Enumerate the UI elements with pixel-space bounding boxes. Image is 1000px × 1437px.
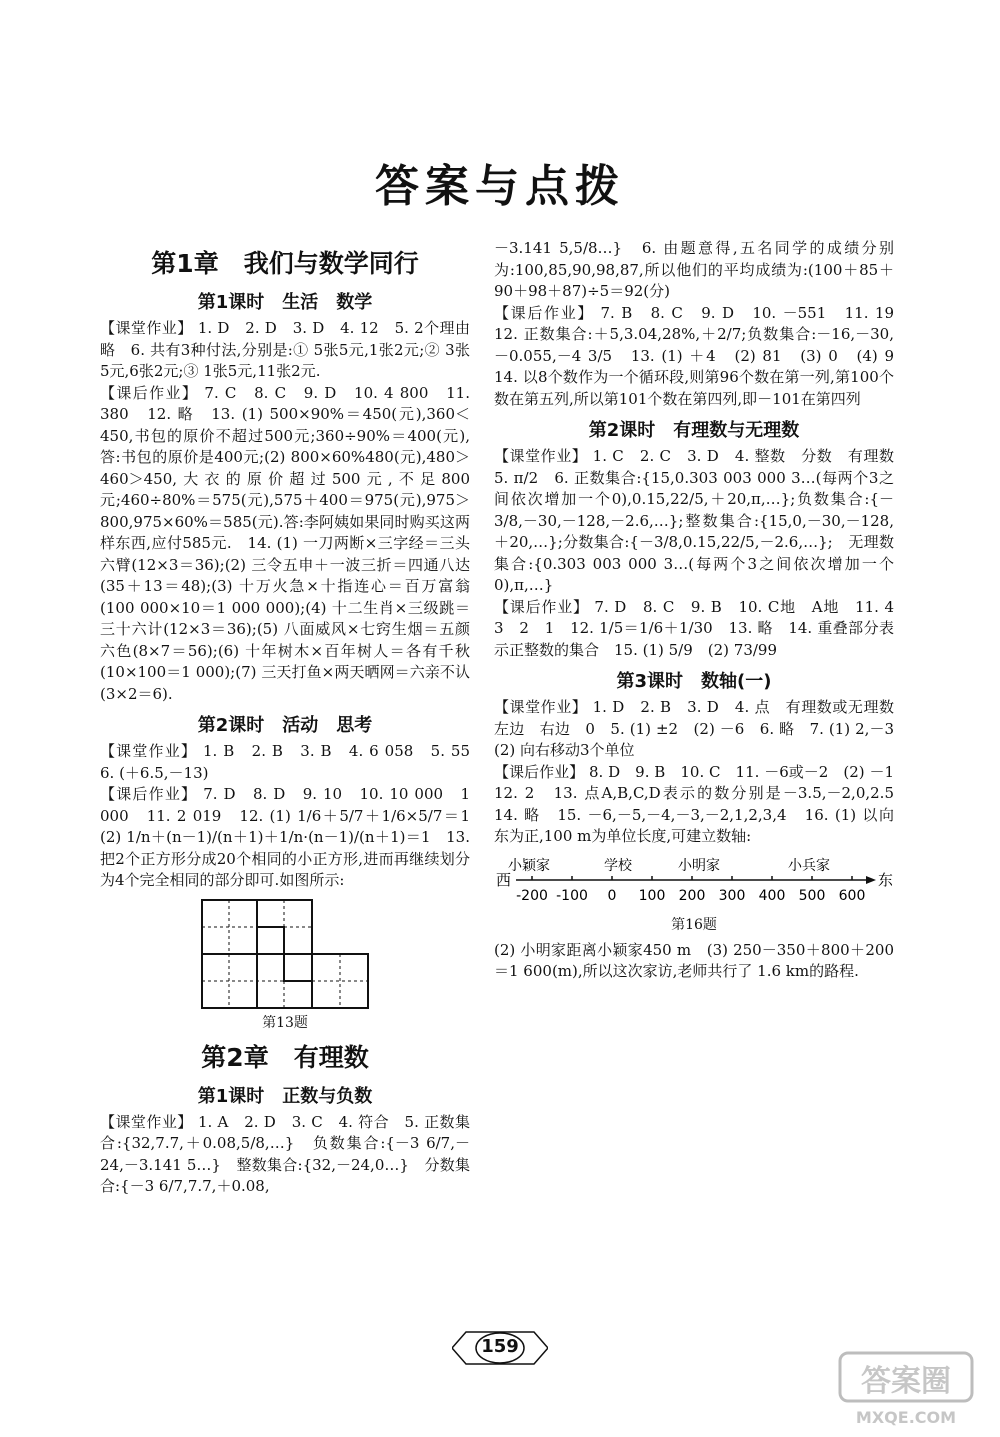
numline-tick-label: -100 (556, 887, 588, 904)
numline-place-xiaobing: 小兵家 (788, 857, 830, 874)
right-column (494, 238, 910, 983)
figure-13-caption: 第13题 (262, 1014, 308, 1031)
numline-place-xiaoying: 小颖家 (508, 857, 550, 874)
ch1-lesson1-homework: 【课后作业】 7. C 8. C 9. D 10. 4 800 11. 380 12. 略 13. (1) 500×90%＝450(元),360＜450,书包的原价不超过500元;360÷90%＝400(元),答:书包的原价是400元;(2) 800×60%480(元),480＞460＞450,大衣的原价超过500元,不足800元;460÷80%＝575(元),575＋400＝975(元),975＞800,975×60%＝585(元).答:李阿姨如果同时购买这两样东西,应付585元. 14. (1) 一刀两断×三字经＝三头六臂(12×3＝36);(2) 三令五申＋一波三折＝四通八达(35＋13＝48);(3) 十万火急×十指连心＝百万富翁(100 000×10＝1 000 000);(4) 十二生肖×三级跳＝三十六计(12×3＝36);(5) 八面威风×七窍生烟＝五颜六色(8×7＝56);(6) 十年树木×百年树人＝各有千秋(10×100＝1 000);(7) 三天打鱼×两天晒网＝六亲不认(3×2＝6). (100, 383, 470, 703)
ch2-lesson1-title: 第1课时 正数与负数 (197, 1085, 373, 1107)
ch2-lesson3-classwork: 【课堂作业】 1. D 2. B 3. D 4. 点 有理数或无理数 左边 右边 0 5. (1) ±2 (2) －6 6. 略 7. (1) 2,－3 (2) 向右移动3个单位 (494, 698, 910, 759)
numline-place-xiaoming: 小明家 (678, 857, 720, 874)
numline-west: 西 (496, 870, 512, 889)
figure-16-caption: 第16题 (671, 916, 717, 933)
numline-east: 东 (878, 870, 894, 889)
numline-tick-label: 200 (678, 887, 706, 904)
svg-text:MXQE.COM: MXQE.COM (855, 1408, 957, 1427)
numline-tick-label: 300 (718, 887, 746, 904)
page-number: 159 (481, 1336, 519, 1357)
page-title: 答案与点拨 (375, 161, 625, 212)
ch1-lesson2-homework: 【课后作业】 7. D 8. D 9. 10 10. 10 000 1 000 11. 2 019 12. (1) 1/6＋5/7＋1/6×5/7＝1 (2) 1/n＋(n－1)/(n＋1)＋1/n·(n－1)/(n＋1)＝1 13. 把2个正方形分成20个相同的小正方形,进而再继续划分为4个完全相同的部分即可.如图所示: (100, 785, 486, 889)
ch2-lesson1-classwork: 【课堂作业】 1. A 2. D 3. C 4. 符合 5. 正数集合:{32,7.7,＋0.08,5/8,…} 负数集合:{－3 6/7,－24,－3.141 5…} 整数集合:{32,－24,0…} 分数集合:{－3 6/7,7.7,＋0.08, (100, 1112, 470, 1195)
numline-tick-label: 100 (638, 887, 666, 904)
ch2-lesson1-classwork-cont: －3.141 5,5/8…} 6. 由题意得,五名同学的成绩分别为:100,85,90,98,87,所以他们的平均成绩为:(100＋85＋90＋98＋87)÷5＝92(分) (494, 239, 894, 300)
numline-tick-label: 400 (758, 887, 786, 904)
svg-text:答案圈: 答案圈 (861, 1364, 951, 1399)
ch1-lesson1-classwork: 【课堂作业】 1. D 2. D 3. D 4. 12 5. 2个理由略 6. 共有3种付法,分别是:① 5张5元,1张2元;② 3张5元,6张2元;③ 1张5元,11张2元. (100, 319, 470, 380)
numline-place-school: 学校 (604, 857, 632, 874)
ch2-lesson3-homework: 【课后作业】 8. D 9. B 10. C 11. －6或－2 (2) －1 12. 2 13. 点A,B,C,D表示的数分别是－3.5,－2,0,2.5 14. 略 15. －6,－5,－4,－3,－2,1,2,3,4 16. (1) 以向东为正,100 m为单位长度,可建立数轴: (494, 762, 910, 845)
figure-13 (100, 898, 470, 1032)
ch1-lesson2-title: 第2课时 活动 思考 (197, 715, 373, 736)
watermark-logo (836, 1349, 976, 1429)
ch2-lesson3-title: 第3课时 数轴(一) (616, 671, 772, 692)
numline-tick-label: 600 (838, 887, 866, 904)
chapter-1-title: 第1章 我们与数学同行 (151, 249, 419, 278)
numline-tick-label: 500 (798, 887, 826, 904)
numline-tick-label: -200 (516, 887, 548, 904)
chapter-2-title: 第2章 有理数 (201, 1042, 369, 1072)
left-column (100, 238, 486, 1198)
numline-tick-label: 0 (607, 887, 617, 904)
square-division-diagram (200, 898, 370, 1010)
number-line-figure (494, 852, 894, 914)
ch2-lesson3-final: (2) 小明家距离小颖家450 m (3) 250－350＋800＋200＝1 600(m),所以这次家访,老师共行了 1.6 km的路程. (494, 940, 894, 980)
ch1-lesson2-classwork: 【课堂作业】 1. B 2. B 3. B 4. 6 058 5. 55 6. (＋6.5,－13) (100, 742, 486, 782)
ch2-lesson2-title: 第2课时 有理数与无理数 (588, 420, 800, 441)
ch2-lesson2-classwork: 【课堂作业】 1. C 2. C 3. D 4. 整数 分数 有理数 5. π/2 6. 正数集合:{15,0.303 003 000 3…(每两个3之间依次增加一个0),0.15,22/5,＋20,π,…};负数集合:{－3/8,－30,－128,－2.6,…};整数集合:{15,0,－30,－128,＋20,…};分数集合:{－3/8,0.15,22/5,－2.6,…}; 无理数集合:{0.303 003 000 3…(每两个3之间依次增加一个0),π,…} (494, 447, 910, 594)
ch2-lesson1-homework: 【课后作业】 7. B 8. C 9. D 10. －551 11. 19 12. 正数集合:＋5,3.04,28%,＋2/7;负数集合:－16,－30,－0.055,－4 3/5 13. (1) ＋4 (2) 81 (3) 0 (4) 9 14. 以8个数作为一个循环段,则第96个数在第一列,第100个数在第五列,所以第101个数在第四列,即－101在第四列 (494, 303, 910, 408)
ch1-lesson1-title: 第1课时 生活 数学 (197, 292, 373, 313)
ch2-lesson2-homework: 【课后作业】 7. D 8. C 9. B 10. C地 A地 11. 4 3 2 1 12. 1/5＝1/6＋1/30 13. 略 14. 重叠部分表示正整数的集合 15. (1) 5/9 (2) 73/99 (494, 597, 910, 659)
